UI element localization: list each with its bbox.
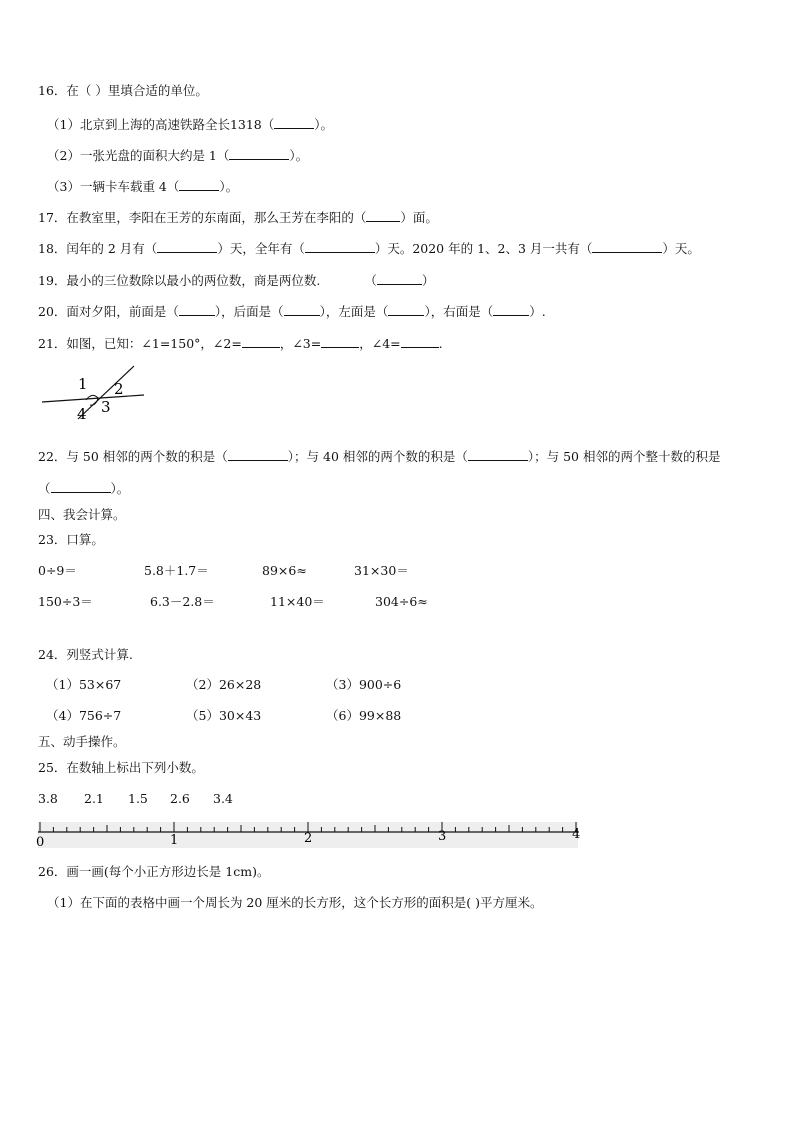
q22-line-1 — [38, 448, 720, 465]
q24-item: （1）53×67 — [46, 677, 122, 692]
q23-item: 5.8＋1.7＝ — [144, 563, 209, 578]
q16-item-2-close: ）。 — [289, 148, 309, 163]
q20-text-4: ），右面是（ — [424, 304, 494, 319]
q16-item-2 — [47, 147, 308, 164]
q18-text-3: ）天。2020 年的 1、2、3 月一共有（ — [374, 241, 593, 256]
q21-text-2: ，∠3= — [279, 336, 322, 351]
answer-blank[interactable] — [284, 303, 320, 316]
angle-label-4: 4 — [77, 405, 87, 420]
q20-text-2: ），后面是（ — [214, 304, 284, 319]
angle-arc — [86, 395, 98, 405]
answer-blank[interactable] — [228, 448, 288, 461]
q16-item-1-text: （1）北京到上海的高速铁路全长1318（ — [47, 117, 275, 132]
axis-tick-label: 2 — [304, 831, 313, 846]
q16-title: 16．在（ ）里填合适的单位。 — [38, 83, 208, 98]
answer-blank[interactable] — [592, 240, 662, 253]
q23-title: 23．口算。 — [38, 532, 104, 547]
q20-text-1: 20．面对夕阳，前面是（ — [38, 304, 179, 319]
q23-item: 304÷6≈ — [375, 594, 428, 609]
q19 — [38, 272, 434, 289]
answer-blank[interactable] — [229, 147, 289, 160]
q16-item-3-text: （3）一辆卡车载重 4（ — [47, 179, 180, 194]
q16-item-2-text: （2）一张光盘的面积大约是 1（ — [47, 148, 230, 163]
q24-item: （6）99×88 — [326, 708, 402, 723]
answer-blank[interactable] — [179, 303, 215, 316]
decimal-value: 3.4 — [213, 791, 233, 806]
q24-item: （2）26×28 — [186, 677, 262, 692]
q22-text-1: 22．与 50 相邻的两个数的积是（ — [38, 449, 228, 464]
number-line[interactable] — [34, 816, 586, 854]
q24-item: （4）756÷7 — [46, 708, 122, 723]
q18-text-2: ）天，全年有（ — [217, 241, 305, 256]
answer-blank[interactable] — [321, 335, 359, 348]
q18-text-4: ）天。 — [662, 241, 700, 256]
q23-item: 150÷3＝ — [38, 594, 93, 609]
q17-text: 17．在教室里，李阳在王芳的东南面，那么王芳在李阳的（ — [38, 210, 367, 225]
q26-title: 26．画一画(每个小正方形边长是 1cm)。 — [38, 864, 270, 879]
q24-item: （5）30×43 — [186, 708, 262, 723]
answer-blank[interactable] — [305, 240, 375, 253]
q18-text-1: 18．闰年的 2 月有（ — [38, 241, 158, 256]
q23-item: 11×40＝ — [270, 594, 325, 609]
decimal-value: 3.8 — [38, 791, 58, 806]
q16-item-1 — [47, 116, 333, 133]
axis-tick-label: 4 — [572, 827, 581, 842]
q16-item-3-close: ）。 — [219, 179, 239, 194]
answer-blank[interactable] — [388, 303, 424, 316]
answer-blank[interactable] — [242, 335, 280, 348]
q23-item: 6.3－2.8＝ — [150, 594, 215, 609]
q23-item: 31×30＝ — [354, 563, 409, 578]
q20-text-5: ）. — [529, 304, 546, 319]
q23-item: 89×6≈ — [262, 563, 307, 578]
answer-blank[interactable] — [179, 178, 219, 191]
q26-item-1: （1）在下面的表格中画一个周长为 20 厘米的长方形，这个长方形的面积是( )平方厘米。 — [47, 895, 543, 910]
section-4-heading: 四、我会计算。 — [38, 507, 126, 522]
answer-blank[interactable] — [366, 209, 400, 222]
q21 — [38, 335, 443, 352]
answer-blank[interactable] — [274, 116, 314, 129]
q19-open: （ — [364, 273, 377, 288]
decimal-value: 2.1 — [84, 791, 104, 806]
angle-label-1: 1 — [78, 375, 88, 393]
answer-blank[interactable] — [51, 480, 111, 493]
q20-text-3: ），左面是（ — [319, 304, 389, 319]
q19-close: ） — [421, 273, 435, 288]
q21-text-3: ，∠4= — [359, 336, 401, 351]
answer-blank[interactable] — [493, 303, 529, 316]
q21-text-4: . — [438, 336, 443, 351]
q17 — [38, 209, 438, 226]
angle-label-3: 3 — [101, 398, 111, 416]
q18 — [38, 240, 700, 257]
q22-line-2 — [38, 480, 129, 497]
axis-tick-label: 0 — [36, 835, 45, 850]
axis-tick-label: 3 — [438, 829, 447, 844]
q23-item: 0÷9＝ — [38, 563, 77, 578]
axis-tick-label: 1 — [170, 833, 179, 848]
q16-item-3 — [47, 178, 238, 195]
section-5-heading: 五、动手操作。 — [38, 734, 126, 749]
q19-text: 19．最小的三位数除以最小的两位数，商是两位数. — [38, 273, 321, 288]
q22-text-3: ）；与 50 相邻的两个整十数的积是 — [527, 449, 721, 464]
q16-item-1-close: ）。 — [314, 117, 334, 132]
decimal-value: 2.6 — [170, 791, 190, 806]
angle-figure — [40, 362, 150, 420]
q22-close: ）。 — [110, 481, 130, 496]
answer-blank[interactable] — [377, 272, 422, 285]
q17-close: ）面。 — [400, 210, 438, 225]
horizontal-line — [42, 395, 144, 402]
decimal-value: 1.5 — [128, 791, 148, 806]
q22-open: （ — [38, 481, 51, 496]
q24-item: （3）900÷6 — [326, 677, 402, 692]
q24-title: 24．列竖式计算. — [38, 647, 133, 662]
q25-title: 25．在数轴上标出下列小数。 — [38, 760, 204, 775]
answer-blank[interactable] — [401, 335, 439, 348]
q20 — [38, 303, 546, 320]
angle-label-2: 2 — [114, 380, 124, 398]
q21-text-1: 21．如图，已知：∠1=150°，∠2= — [38, 336, 242, 351]
answer-blank[interactable] — [468, 448, 528, 461]
q22-text-2: ）；与 40 相邻的两个数的积是（ — [287, 449, 468, 464]
answer-blank[interactable] — [157, 240, 217, 253]
